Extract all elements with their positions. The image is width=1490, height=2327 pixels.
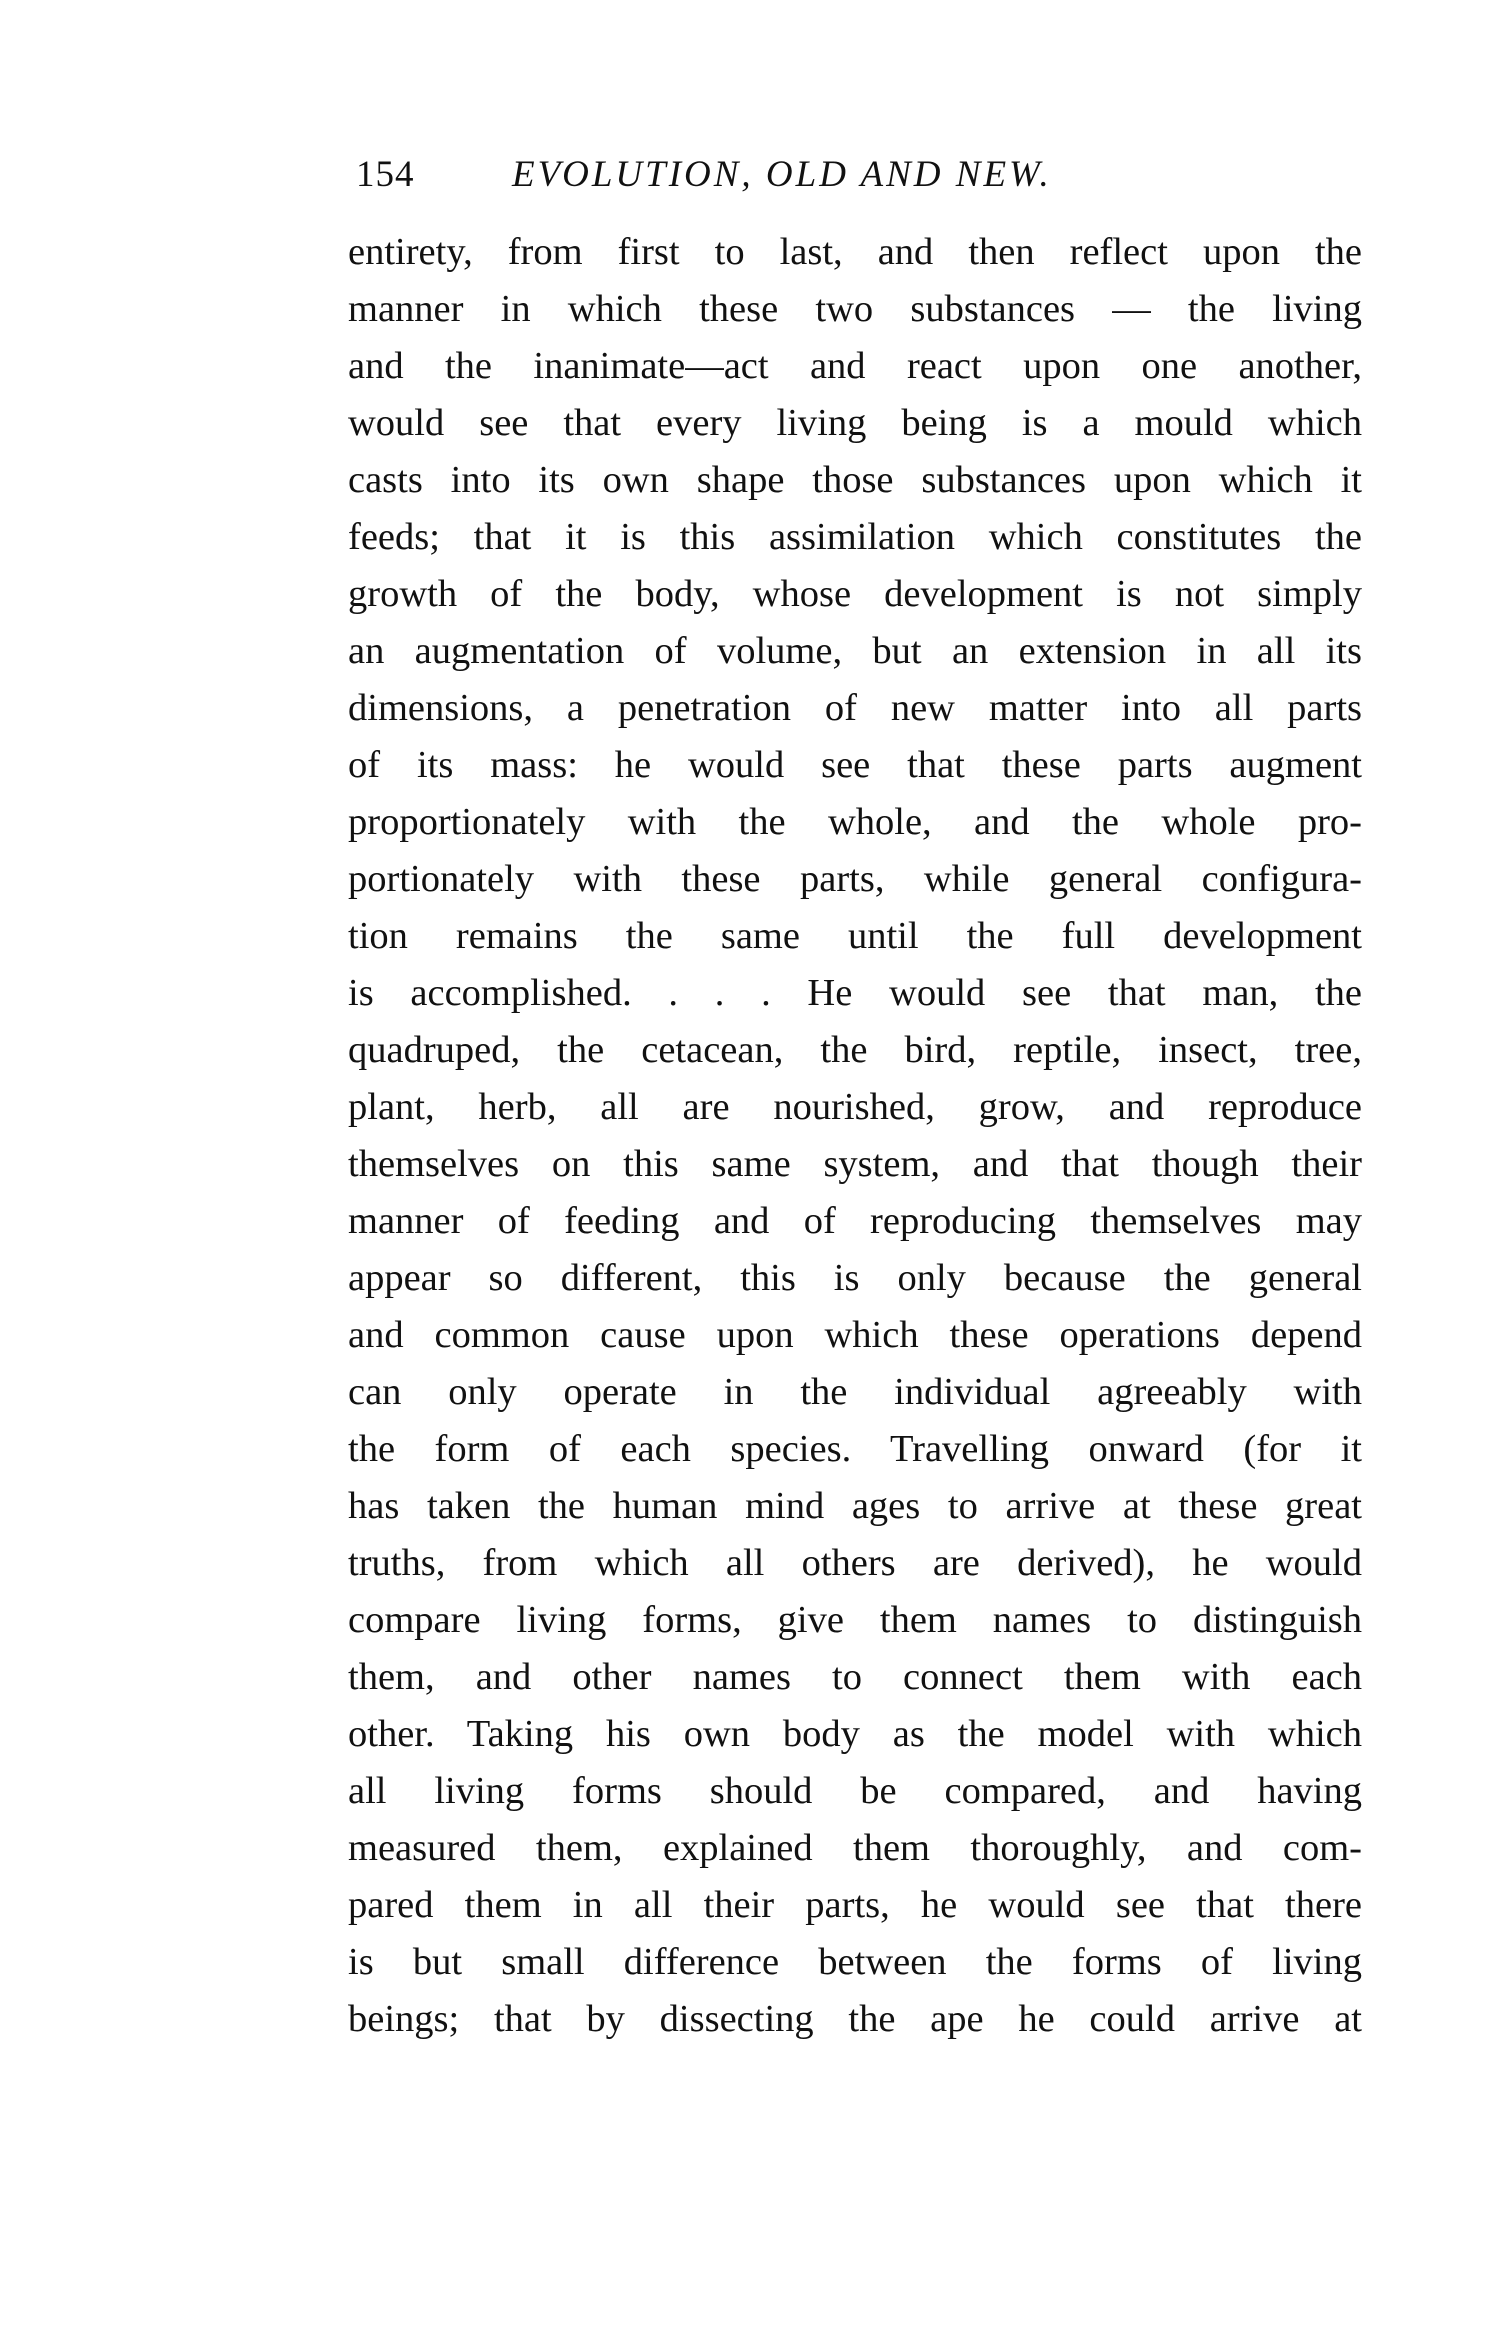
text-line: pared them in all their parts, he would see that there (348, 1884, 1362, 1926)
text-line: themselves on this same system, and that though their (348, 1143, 1362, 1185)
text-line: is accomplished. . . . He would see that man, the (348, 972, 1362, 1014)
text-line: entirety, from first to last, and then reflect upon the (348, 231, 1362, 273)
text-line: of its mass: he would see that these parts augment (348, 744, 1362, 786)
running-title: EVOLUTION, OLD AND NEW. (512, 154, 1052, 195)
body-text (348, 224, 1362, 2048)
text-line: measured them, explained them thoroughly, and com- (348, 1827, 1362, 1869)
text-line: an augmentation of volume, but an extension in all its (348, 630, 1362, 672)
text-line: tion remains the same until the full development (348, 915, 1362, 957)
text-line: compare living forms, give them names to distinguish (348, 1599, 1362, 1641)
text-line: has taken the human mind ages to arrive at these great (348, 1485, 1362, 1527)
text-line: them, and other names to connect them with each (348, 1656, 1362, 1698)
text-line: proportionately with the whole, and the whole pro- (348, 801, 1362, 843)
text-line: feeds; that it is this assimilation which constitutes the (348, 516, 1362, 558)
text-line: and common cause upon which these operations depend (348, 1314, 1362, 1356)
text-line: truths, from which all others are derived), he would (348, 1542, 1362, 1584)
text-line: other. Taking his own body as the model with which (348, 1713, 1362, 1755)
text-line: and the inanimate—act and react upon one another, (348, 345, 1362, 387)
text-line: portionately with these parts, while general configura- (348, 858, 1362, 900)
text-line: growth of the body, whose development is not simply (348, 573, 1362, 615)
text-line: appear so different, this is only because the general (348, 1257, 1362, 1299)
text-line: is but small difference between the forms of living (348, 1941, 1362, 1983)
text-line: can only operate in the individual agreeably with (348, 1371, 1362, 1413)
text-line: dimensions, a penetration of new matter into all parts (348, 687, 1362, 729)
text-line: the form of each species. Travelling onward (for it (348, 1428, 1362, 1470)
text-line: beings; that by dissecting the ape he could arrive at (348, 1998, 1362, 2040)
text-line: plant, herb, all are nourished, grow, and reproduce (348, 1086, 1362, 1128)
text-line: would see that every living being is a mould which (348, 402, 1362, 444)
text-line: manner of feeding and of reproducing themselves may (348, 1200, 1362, 1242)
running-head (352, 150, 1364, 200)
text-line: casts into its own shape those substances upon which it (348, 459, 1362, 501)
text-line: manner in which these two substances — the living (348, 288, 1362, 330)
page-number: 154 (356, 154, 415, 195)
text-line: all living forms should be compared, and having (348, 1770, 1362, 1812)
text-line: quadruped, the cetacean, the bird, reptile, insect, tree, (348, 1029, 1362, 1071)
